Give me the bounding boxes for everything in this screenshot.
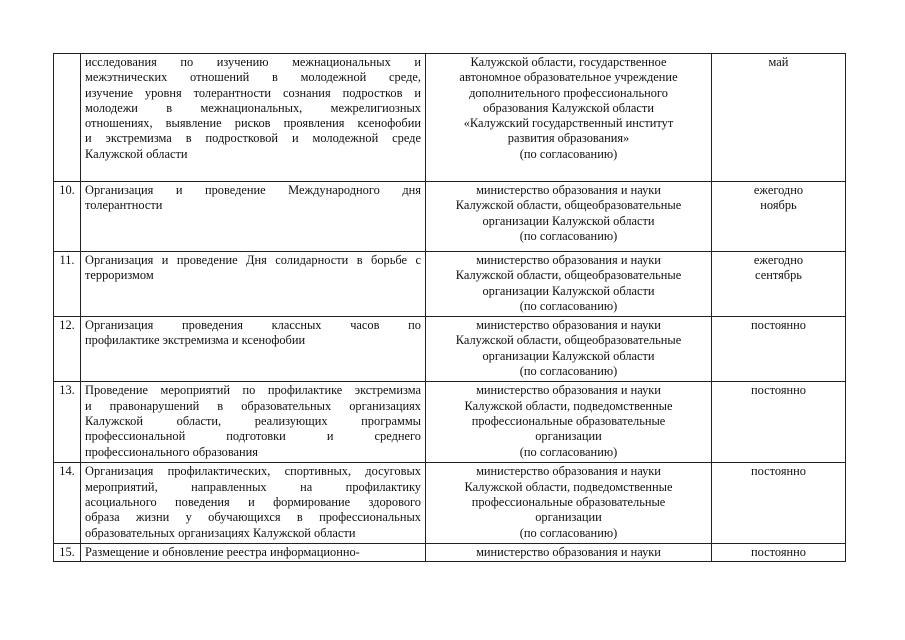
- event-line: отношениях, выявление рисков проявления ксенофобии: [85, 116, 421, 131]
- term-cell: [712, 544, 846, 561]
- term-line: постоянно: [750, 545, 806, 560]
- row-number: 12.: [54, 317, 81, 382]
- event-cell: [81, 182, 426, 252]
- executor-cell: [426, 182, 712, 252]
- event-line: профессиональной подготовки и среднего: [85, 429, 421, 444]
- executor-line: (по согласованию): [519, 146, 618, 161]
- event-line: асоциального поведения и формирование здорового: [85, 494, 421, 509]
- term-cell: [712, 463, 846, 544]
- row-number: [54, 54, 81, 182]
- executor-line: министерство образования и науки: [476, 464, 661, 479]
- executor-cell: [426, 252, 712, 317]
- executor-cell: [426, 463, 712, 544]
- executor-line: Калужской области, подведомственные: [464, 479, 673, 494]
- executor-line: (по согласованию): [519, 364, 618, 379]
- row-number: 10.: [54, 182, 81, 252]
- event-line: межэтнических отношений в молодежной среде,: [85, 70, 421, 85]
- table-row: [54, 317, 846, 382]
- table-row: [54, 252, 846, 317]
- executor-line: (по согласованию): [519, 444, 618, 459]
- executor-line: организации: [535, 429, 602, 444]
- event-line: Организация проведения классных часов по: [85, 318, 421, 333]
- table-row: [54, 544, 846, 561]
- executor-line: Калужской области, общеобразовательные: [455, 333, 682, 348]
- event-line: профилактике экстремизма и ксенофобии: [85, 333, 306, 348]
- executor-line: (по согласованию): [519, 525, 618, 540]
- term-cell: [712, 317, 846, 382]
- executor-line: развития образования»: [507, 131, 630, 146]
- event-line: Организация и проведение Международного дня: [85, 183, 421, 197]
- executor-line: Калужской области, общеобразовательные: [455, 198, 682, 213]
- executor-line: организации Калужской области: [482, 283, 655, 298]
- event-line: терроризмом: [85, 268, 154, 283]
- term-line: сентябрь: [755, 268, 802, 283]
- row-number: 11.: [54, 252, 81, 317]
- event-line: Организация и проведение Дня солидарности в борьбе с: [85, 253, 421, 267]
- event-line: мероприятий, направленных на профилактику: [85, 479, 421, 494]
- term-line: ежегодно: [753, 253, 804, 267]
- term-line: постоянно: [750, 383, 806, 398]
- measures-table-body: [54, 54, 846, 562]
- executor-line: профессиональные образовательные: [471, 413, 666, 428]
- measures-table: [53, 53, 846, 562]
- event-cell: [81, 54, 426, 182]
- term-cell: [712, 54, 846, 182]
- event-line: Проведение мероприятий по профилактике экстремизма: [85, 383, 421, 398]
- row-number: 15.: [54, 544, 81, 561]
- executor-line: организации: [535, 510, 602, 525]
- event-line: Калужской области: [85, 146, 188, 161]
- executor-line: министерство образования и науки: [476, 545, 661, 560]
- term-cell: [712, 182, 846, 252]
- executor-line: организации Калужской области: [482, 213, 655, 228]
- term-line: постоянно: [750, 464, 806, 479]
- event-line: исследования по изучению межнациональных и: [85, 55, 421, 69]
- executor-line: автономное образовательное учреждение: [459, 70, 678, 85]
- event-line: и правонарушений в образовательных организациях: [85, 398, 421, 413]
- event-line: Размещение и обновление реестра информационно-: [85, 545, 360, 560]
- event-line: Калужской области, реализующих программы: [85, 413, 421, 428]
- executor-line: (по согласованию): [519, 228, 618, 243]
- event-line: Организация профилактических, спортивных, досуговых: [85, 464, 421, 479]
- event-cell: [81, 382, 426, 463]
- event-line: профессионального образования: [85, 444, 259, 459]
- executor-line: «Калужский государственный институт: [463, 116, 674, 131]
- executor-line: (по согласованию): [519, 298, 618, 313]
- term-line: ноябрь: [760, 198, 797, 213]
- executor-cell: [426, 544, 712, 561]
- executor-line: министерство образования и науки: [476, 253, 661, 267]
- executor-line: образования Калужской области: [483, 100, 654, 115]
- term-line: май: [768, 55, 789, 69]
- event-cell: [81, 252, 426, 317]
- executor-line: профессиональные образовательные: [471, 494, 666, 509]
- executor-line: министерство образования и науки: [476, 383, 661, 398]
- executor-line: министерство образования и науки: [476, 183, 661, 197]
- table-row: [54, 54, 846, 182]
- table-row: [54, 182, 846, 252]
- table-row: [54, 382, 846, 463]
- event-cell: [81, 463, 426, 544]
- event-line: образовательных организациях Калужской области: [85, 525, 356, 540]
- executor-line: дополнительного профессионального: [469, 85, 668, 100]
- term-cell: [712, 382, 846, 463]
- executor-cell: [426, 382, 712, 463]
- executor-line: министерство образования и науки: [476, 318, 661, 333]
- term-line: постоянно: [750, 318, 806, 333]
- row-number: 14.: [54, 463, 81, 544]
- table-row: [54, 463, 846, 544]
- event-cell: [81, 317, 426, 382]
- event-line: толерантности: [85, 198, 163, 213]
- executor-cell: [426, 54, 712, 182]
- event-cell: [81, 544, 426, 561]
- executor-cell: [426, 317, 712, 382]
- row-number: 13.: [54, 382, 81, 463]
- event-line: образа жизни у обучающихся в профессиональных: [85, 510, 421, 525]
- event-line: и экстремизма в подростковой и молодежной среде: [85, 131, 421, 146]
- executor-line: Калужской области, государственное: [470, 55, 667, 69]
- event-line: изучение уровня толерантности сознания подростков и: [85, 85, 421, 100]
- term-cell: [712, 252, 846, 317]
- term-line: ежегодно: [753, 183, 804, 197]
- event-line: молодежи в межнациональных, межрелигиозных: [85, 100, 421, 115]
- executor-line: Калужской области, подведомственные: [464, 398, 673, 413]
- executor-line: организации Калужской области: [482, 348, 655, 363]
- executor-line: Калужской области, общеобразовательные: [455, 268, 682, 283]
